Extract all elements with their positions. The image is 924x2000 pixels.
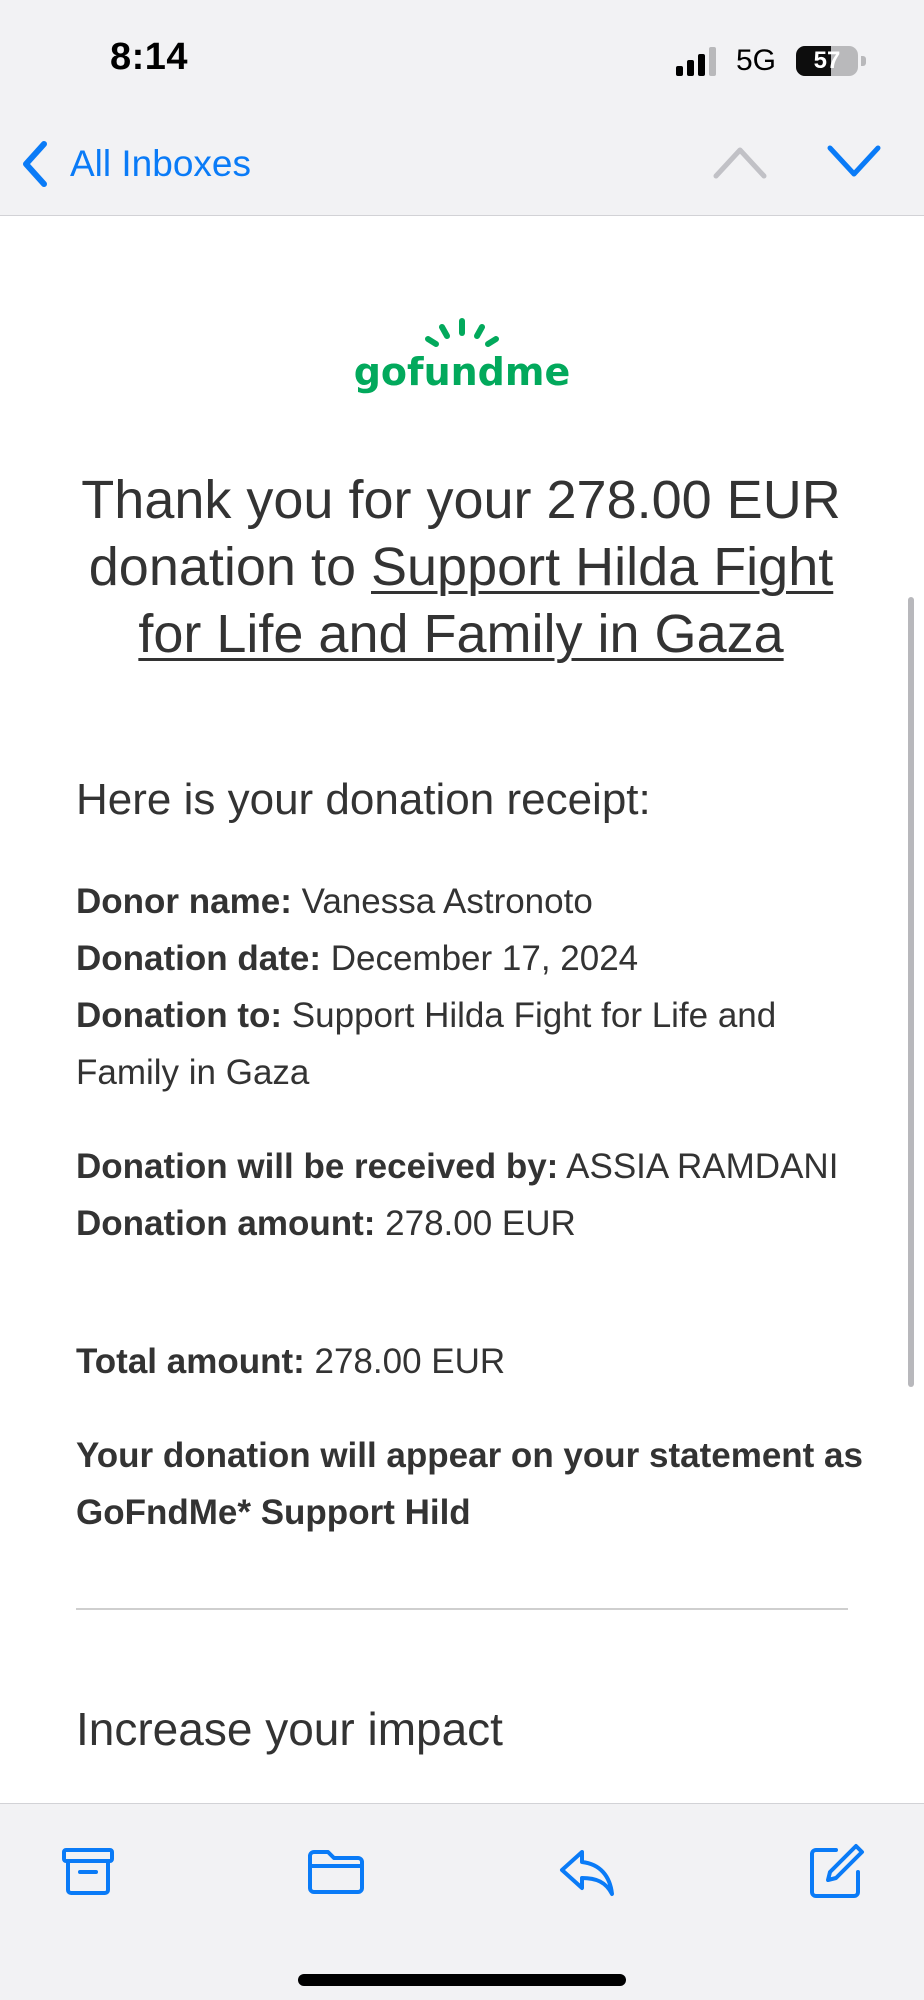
donation-to-label: Donation to: [76, 996, 283, 1035]
donation-amount-label: Donation amount: [76, 1204, 376, 1243]
donation-amount-value: 278.00 EUR [385, 1204, 576, 1243]
receipt-intro: Here is your donation receipt: [76, 775, 651, 824]
statement-note: Your donation will appear on your statement as GoFndMe* Support Hild [76, 1436, 863, 1532]
donation-date-row [76, 930, 876, 987]
home-indicator[interactable] [298, 1974, 626, 1986]
scrollbar[interactable] [908, 597, 914, 1387]
top-bar [0, 0, 924, 216]
donor-name-label: Donor name: [76, 882, 292, 921]
signal-icon [674, 46, 724, 78]
compose-icon[interactable] [806, 1842, 866, 1900]
received-by-value: ASSIA RAMDANI [566, 1147, 839, 1186]
gofundme-logo [352, 317, 572, 397]
battery-icon [796, 46, 858, 76]
headline-text: Thank you for your 278.00 EUR donation to [81, 470, 841, 597]
chevron-left-icon [18, 138, 52, 190]
back-button-label: All Inboxes [70, 143, 251, 184]
total-amount-value: 278.00 EUR [314, 1342, 506, 1381]
donation-amount-row [76, 1195, 876, 1252]
recipient-details [76, 1138, 876, 1252]
svg-text:gofundme: gofundme [353, 350, 571, 394]
email-body[interactable] [0, 217, 924, 1803]
battery-cap [861, 56, 866, 66]
email-headline [60, 467, 862, 668]
impact-heading: Increase your impact [76, 1703, 503, 1755]
previous-message-chevron-up-icon[interactable] [712, 140, 768, 184]
folder-icon[interactable] [306, 1842, 366, 1900]
reply-icon[interactable] [556, 1842, 616, 1900]
donation-to-row [76, 987, 876, 1101]
donor-name-value: Vanessa Astronoto [301, 882, 593, 921]
donation-date-value: December 17, 2024 [330, 939, 639, 978]
receipt-details [76, 873, 876, 1101]
next-message-chevron-down-icon[interactable] [826, 140, 882, 184]
campaign-link[interactable]: Support Hilda Fight for Life and Family in Gaza [138, 537, 834, 664]
received-by-label: Donation will be received by: [76, 1147, 559, 1186]
divider [76, 1608, 848, 1610]
donation-to-value: Support Hilda Fight for Life and Family in Gaza [76, 996, 777, 1092]
bottom-toolbar [0, 1803, 924, 2000]
status-time: 8:14 [110, 36, 189, 78]
donation-date-label: Donation date: [76, 939, 321, 978]
network-label: 5G [736, 44, 777, 77]
status-indicators [674, 44, 874, 80]
total-row [76, 1333, 876, 1390]
back-button[interactable] [18, 138, 251, 190]
donor-name-row [76, 873, 876, 930]
archive-icon[interactable] [58, 1842, 118, 1900]
total-amount-label: Total amount: [76, 1342, 305, 1381]
battery-level: 57 [813, 47, 841, 74]
received-by-row [76, 1138, 876, 1195]
